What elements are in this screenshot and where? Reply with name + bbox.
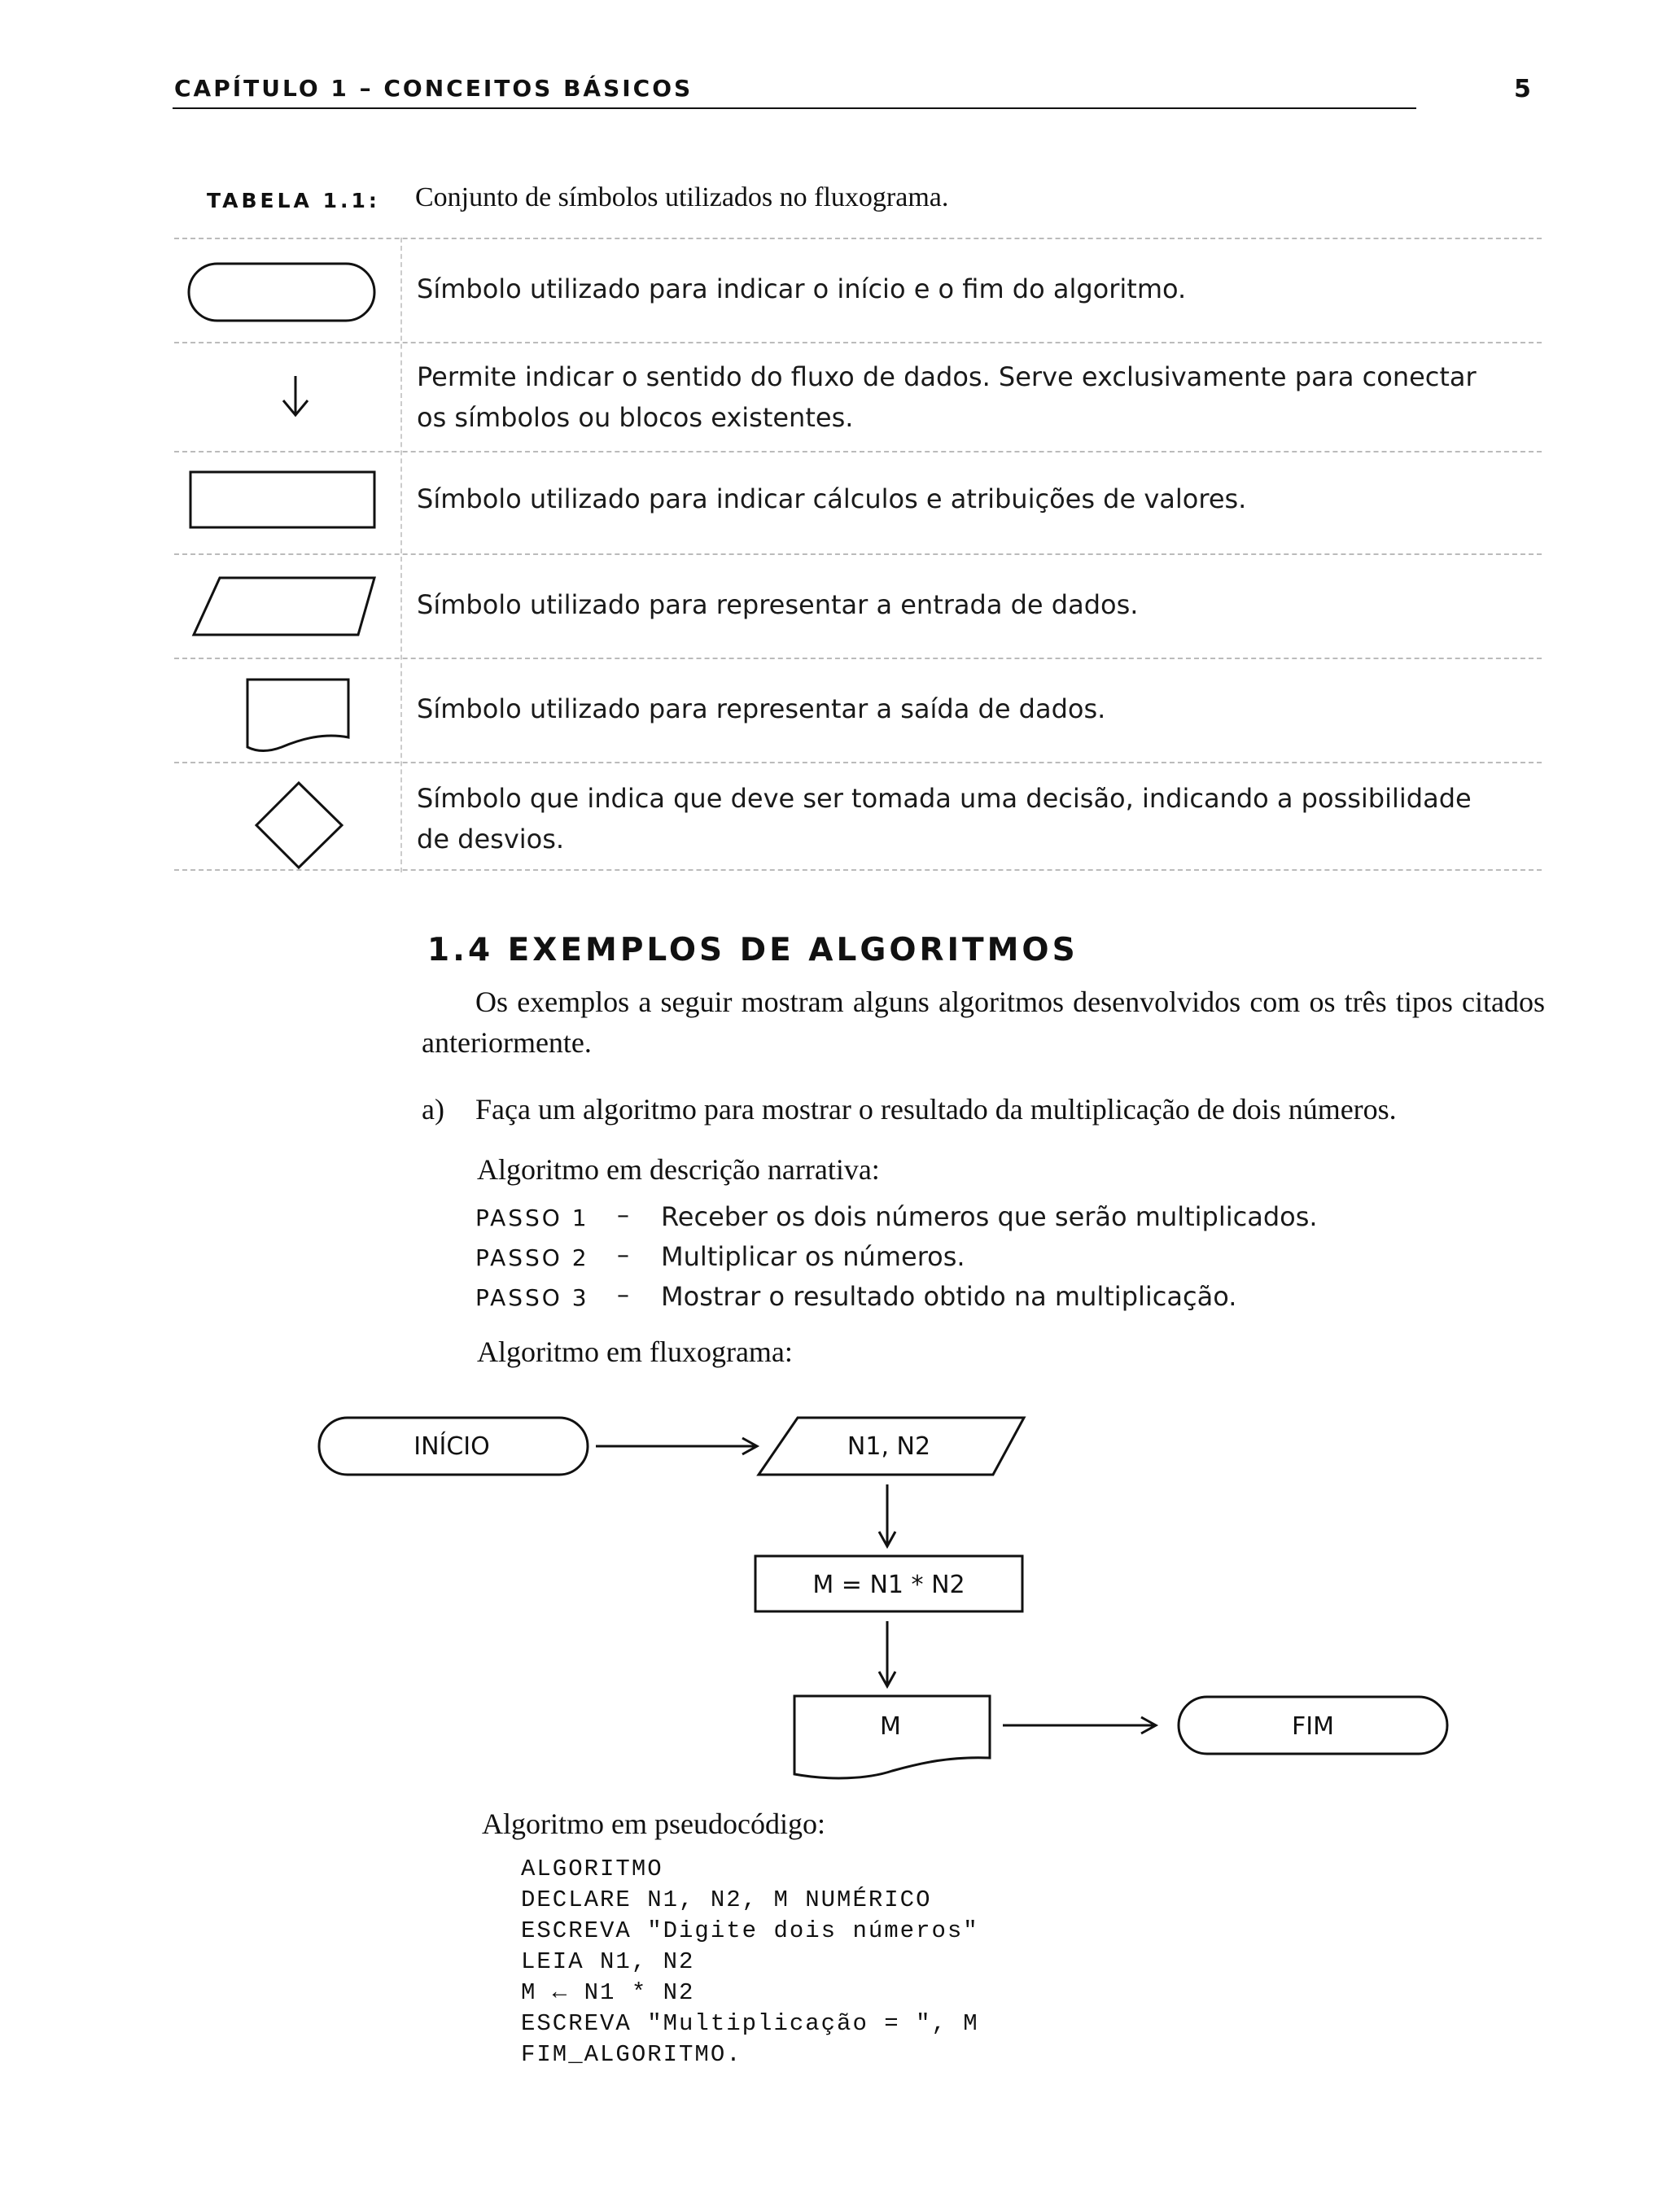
table-row-text: Símbolo utilizado para representar a saída de dados.: [417, 693, 1106, 724]
terminal-icon: [189, 264, 374, 321]
flowchart-input-node: [759, 1418, 1024, 1475]
flowchart-output-label: M: [880, 1712, 901, 1741]
table-row-text: Permite indicar o sentido do fluxo de dados. Serve exclusivamente para conectar os símbolos ou blocos existentes.: [417, 361, 1477, 433]
flowchart-arrow-icon: [1003, 1717, 1156, 1733]
step-label: PASSO 3: [475, 1284, 589, 1311]
pseudocode-line: FIM_ALGORITMO.: [521, 2041, 742, 2068]
table-symbols: [179, 244, 391, 871]
section-title: 1.4 EXEMPLOS DE ALGORITMOS: [427, 932, 1079, 968]
flowchart-end-node: [1179, 1697, 1447, 1754]
pseudocode-heading: Algoritmo em pseudocódigo:: [482, 1808, 825, 1840]
narrative-heading: Algoritmo em descrição narrativa:: [477, 1153, 880, 1186]
table-row-text: Símbolo que indica que deve ser tomada uma decisão, indicando a possibilidade de desvios.: [417, 783, 1472, 855]
header-rule: [173, 107, 1416, 109]
flowchart-input-label: N1, N2: [847, 1432, 931, 1461]
pseudocode-line: ESCREVA "Digite dois números": [521, 1917, 979, 1944]
pseudocode-line: ALGORITMO: [521, 1856, 663, 1882]
running-head: CAPÍTULO 1 – CONCEITOS BÁSICOS: [174, 75, 693, 102]
step-text: Multiplicar os números.: [661, 1241, 965, 1272]
pseudocode-line: ESCREVA "Multiplicação = ", M: [521, 2010, 979, 2037]
step-dash: –: [617, 1241, 629, 1270]
step-label: PASSO 1: [475, 1204, 589, 1231]
flowchart-process-label: M = N1 * N2: [812, 1571, 965, 1599]
output-icon: [247, 680, 348, 751]
pseudocode-line: M ← N1 * N2: [521, 1979, 695, 2006]
section-intro: Os exemplos a seguir mostram alguns algoritmos desenvolvidos com os três tipos citados anteriormente.: [422, 986, 1545, 1059]
example-statement: Faça um algoritmo para mostrar o resultado da multiplicação de dois números.: [475, 1093, 1397, 1126]
table-row-text: Símbolo utilizado para indicar cálculos e atribuições de valores.: [417, 483, 1247, 514]
step-dash: –: [617, 1201, 629, 1230]
flowchart: [309, 1400, 1465, 1790]
table-label: TABELA 1.1:: [207, 189, 380, 212]
step-dash: –: [617, 1281, 629, 1309]
flowchart-output-node: [794, 1696, 990, 1778]
flowchart-arrow-icon: [879, 1484, 895, 1546]
page-number: 5: [1514, 75, 1531, 103]
step-text: Receber os dois números que serão multiplicados.: [661, 1201, 1318, 1232]
step-text: Mostrar o resultado obtido na multiplicação.: [661, 1281, 1237, 1312]
table-caption: Conjunto de símbolos utilizados no fluxograma.: [415, 182, 949, 212]
flow-arrow-icon: [283, 376, 308, 415]
flowchart-process-node: [755, 1556, 1022, 1611]
flowchart-start-label: INÍCIO: [413, 1432, 490, 1461]
example-marker: a): [422, 1093, 444, 1126]
pseudocode-line: LEIA N1, N2: [521, 1948, 695, 1975]
input-icon: [194, 578, 374, 635]
flowchart-arrow-icon: [596, 1438, 757, 1454]
table-row-text: Símbolo utilizado para representar a entrada de dados.: [417, 589, 1139, 620]
flowchart-end-label: FIM: [1292, 1712, 1334, 1741]
pseudocode-line: DECLARE N1, N2, M NUMÉRICO: [521, 1886, 932, 1913]
step-label: PASSO 2: [475, 1244, 589, 1271]
decision-icon: [256, 783, 342, 868]
table-column-divider: [400, 238, 402, 872]
flowchart-arrow-icon: [879, 1621, 895, 1686]
flowchart-heading: Algoritmo em fluxograma:: [477, 1336, 793, 1368]
flowchart-start-node: [319, 1418, 588, 1475]
table-row-text: Símbolo utilizado para indicar o início e o fim do algoritmo.: [417, 273, 1187, 304]
process-icon: [190, 472, 374, 527]
table-row-divider: [174, 238, 1542, 239]
